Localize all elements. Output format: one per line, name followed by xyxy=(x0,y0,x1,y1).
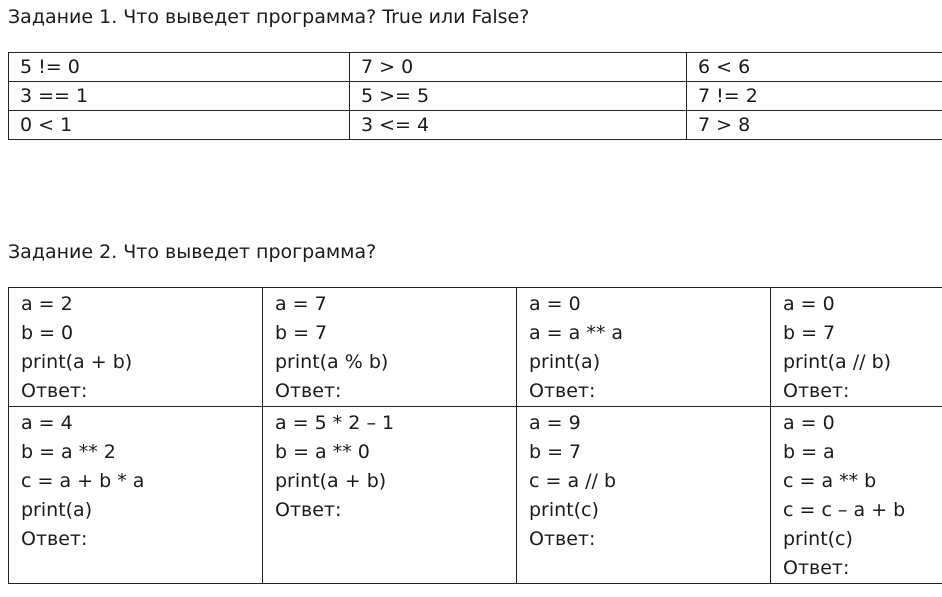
task2-table xyxy=(8,287,942,584)
code-line: b = a ** 2 xyxy=(21,441,116,463)
answer-label: Ответ: xyxy=(529,528,596,550)
code-line: a = 0 xyxy=(783,412,835,434)
code-line: c = a + b * a xyxy=(21,470,145,492)
table-cell: 3 == 1 xyxy=(9,82,350,111)
task2-heading: Задание 2. Что выведет программа? xyxy=(8,241,377,263)
code-line: b = a ** 0 xyxy=(275,441,370,463)
code-line: print(a + b) xyxy=(275,470,387,492)
code-line: print(c) xyxy=(529,499,599,521)
code-line: print(a) xyxy=(529,351,601,373)
code-line: c = a // b xyxy=(529,470,617,492)
table-cell: 7 > 0 xyxy=(350,53,687,82)
answer-label: Ответ: xyxy=(275,499,342,521)
code-line: c = a ** b xyxy=(783,470,877,492)
code-cell xyxy=(9,407,263,584)
answer-label: Ответ: xyxy=(529,380,596,402)
code-cell xyxy=(263,407,517,584)
code-line: a = 0 xyxy=(783,293,835,315)
table-cell: 5 != 0 xyxy=(9,53,350,82)
code-line: b = 0 xyxy=(21,322,74,344)
code-cell xyxy=(263,288,517,407)
code-line: a = 4 xyxy=(21,412,73,434)
answer-label: Ответ: xyxy=(275,380,342,402)
code-line: c = c – a + b xyxy=(783,499,906,521)
table-row xyxy=(9,111,942,140)
table-row xyxy=(9,288,942,407)
code-cell xyxy=(517,407,771,584)
code-line: a = a ** a xyxy=(529,322,624,344)
code-line: a = 9 xyxy=(529,412,581,434)
table-cell: 7 != 2 xyxy=(687,82,942,111)
answer-label: Ответ: xyxy=(21,528,88,550)
code-line: print(c) xyxy=(783,528,853,550)
table-row xyxy=(9,53,942,82)
table-cell: 3 <= 4 xyxy=(350,111,687,140)
code-line: a = 7 xyxy=(275,293,327,315)
code-line: print(a // b) xyxy=(783,351,892,373)
code-line: a = 2 xyxy=(21,293,73,315)
code-line: b = a xyxy=(783,441,835,463)
code-cell xyxy=(771,407,942,584)
table-row xyxy=(9,407,942,584)
code-line: print(a + b) xyxy=(21,351,133,373)
code-cell xyxy=(9,288,263,407)
code-line: b = 7 xyxy=(275,322,328,344)
table-cell: 5 >= 5 xyxy=(350,82,687,111)
answer-label: Ответ: xyxy=(783,380,850,402)
table-cell: 6 < 6 xyxy=(687,53,942,82)
table-row xyxy=(9,82,942,111)
code-line: a = 0 xyxy=(529,293,581,315)
code-line: b = 7 xyxy=(529,441,582,463)
code-cell xyxy=(771,288,942,407)
code-line: print(a % b) xyxy=(275,351,389,373)
code-line: b = 7 xyxy=(783,322,836,344)
answer-label: Ответ: xyxy=(21,380,88,402)
task1-heading: Задание 1. Что выведет программа? True или False? xyxy=(8,6,530,28)
table-cell: 7 > 8 xyxy=(687,111,942,140)
task1-table xyxy=(8,52,942,140)
code-line: a = 5 * 2 – 1 xyxy=(275,412,395,434)
table-cell: 0 < 1 xyxy=(9,111,350,140)
code-cell xyxy=(517,288,771,407)
answer-label: Ответ: xyxy=(783,557,850,579)
code-line: print(a) xyxy=(21,499,93,521)
